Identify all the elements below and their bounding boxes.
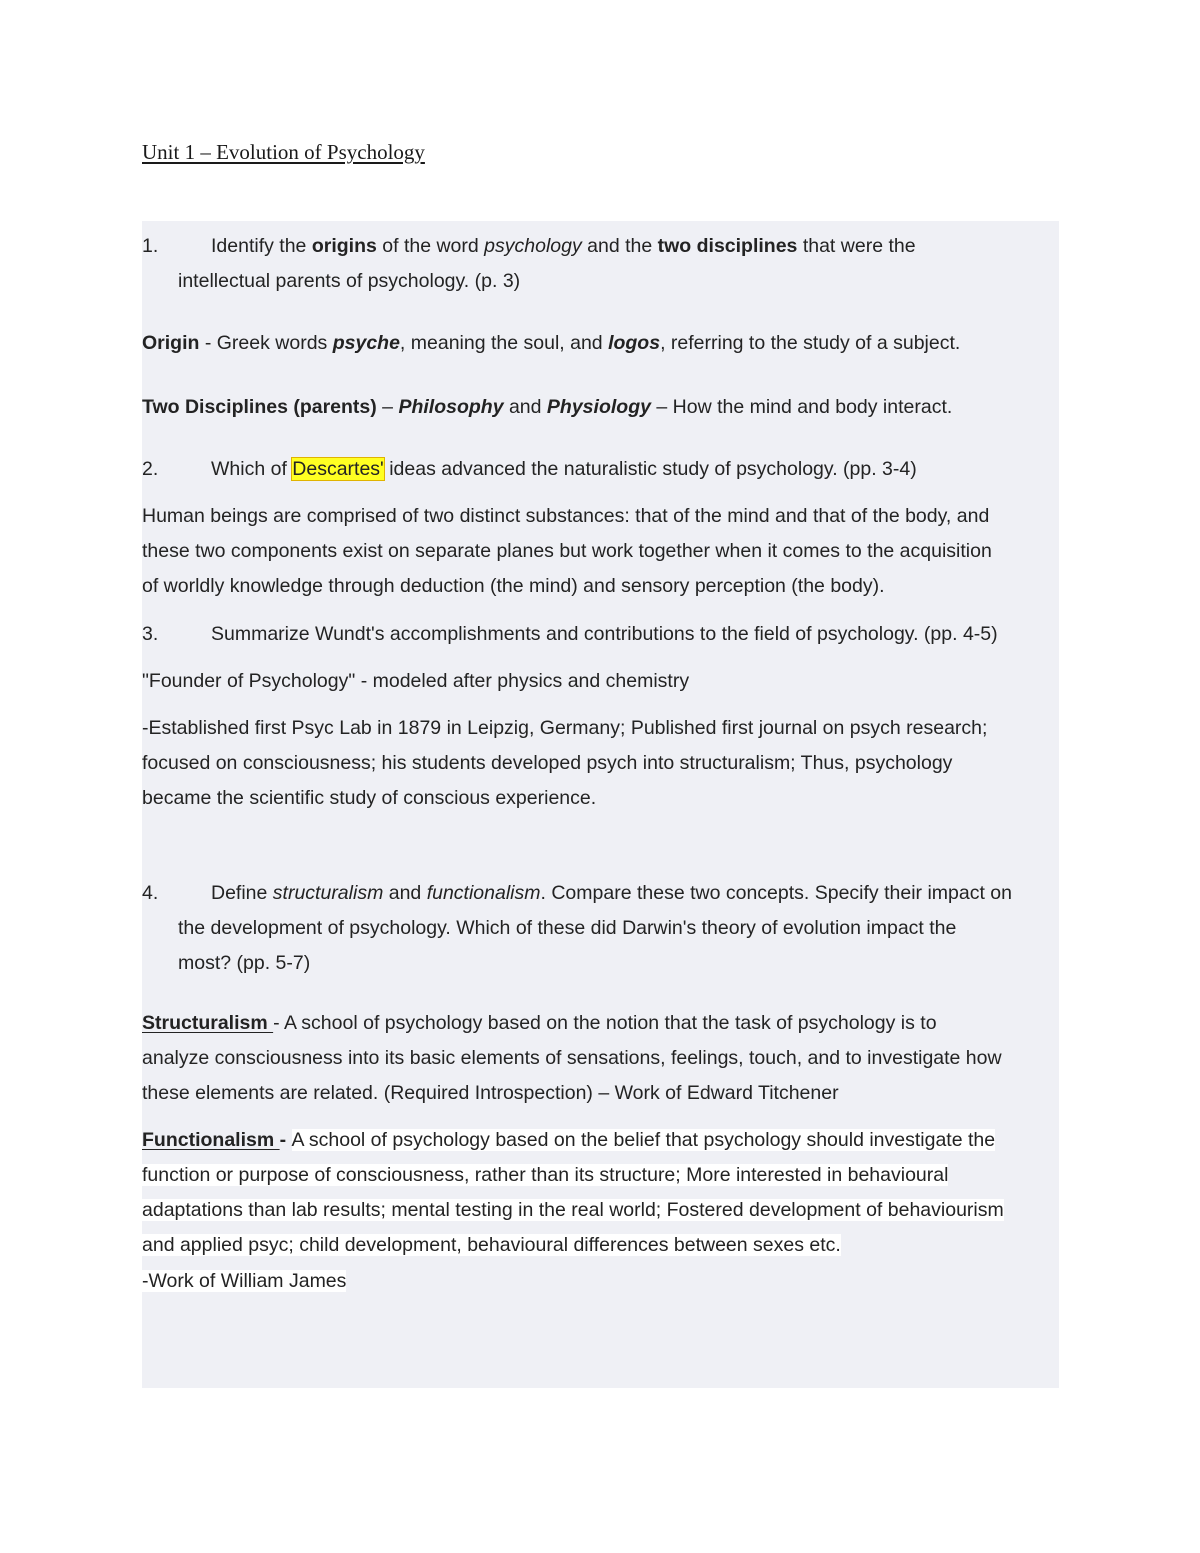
text-run: . Compare these two concepts. Specify their impact on [540,882,1012,904]
question-4-number: 4. [142,882,159,904]
functionalism-label: Functionalism [142,1129,280,1151]
origin-label: Origin [142,332,200,354]
question-1-number: 1. [142,235,159,257]
text-run: Which of [211,458,293,480]
disciplines-answer [142,390,952,425]
text-run: and applied psyc; child development, behavioural differences between sexes etc. [142,1234,841,1256]
page-title: Unit 1 – Evolution of Psychology [142,140,425,164]
text-run: and [383,882,427,904]
term-logos: logos [608,332,661,354]
functionalism-dash: - [279,1129,292,1151]
text-run: -Work of William James [142,1270,347,1292]
text-run: Summarize Wundt's accomplishments and contributions to the field of psychology. (pp. 4-5) [211,623,998,645]
italic-structuralism: structuralism [272,882,384,904]
term-philosophy: Philosophy [398,396,504,418]
text-run: Identify the [211,235,312,257]
text-run: How the mind and body interact. [672,396,953,418]
italic-psychology: psychology [484,235,582,257]
functionalism-line-2 [142,1158,948,1193]
answer-3-line-1: -Established first Psyc Lab in 1879 in Leipzig, Germany; Published first journal on psych research; [142,717,988,739]
text-run: and the [581,235,658,257]
answer-3-line-3: became the scientific study of conscious experience. [142,787,597,809]
answer-3-line-2: focused on consciousness; his students developed psych into structuralism; Thus, psychology [142,752,953,774]
structuralism-line-1 [142,1006,937,1041]
answer-3-founder: "Founder of Psychology" - modeled after physics and chemistry [142,670,690,692]
question-1-line-1 [142,229,916,264]
highlighted-descartes: Descartes' [292,458,384,480]
structuralism-line-3: these elements are related. (Required Introspection) – Work of Edward Titchener [142,1082,839,1104]
question-4-line-1 [142,876,1012,911]
text-run: function or purpose of consciousness, rather than its structure; More interested in behavioural [142,1164,949,1186]
text-run: adaptations than lab results; mental testing in the real world; Fostered development of behaviourism [142,1199,1004,1221]
text-run: and [503,396,547,418]
disciplines-label: Two Disciplines (parents) [142,396,377,418]
text-run: , referring to the study of a subject. [660,332,961,354]
text-run: ideas advanced the naturalistic study of psychology. (pp. 3-4) [383,458,917,480]
answer-2-line-3: of worldly knowledge through deduction (the mind) and sensory perception (the body). [142,575,885,597]
text-run: that were the [797,235,916,257]
functionalism-line-4 [142,1228,841,1263]
question-4-line-2: the development of psychology. Which of these did Darwin's theory of evolution impact the [178,917,957,939]
question-2-number: 2. [142,458,159,480]
text-run: A school of psychology based on the belief that psychology should investigate the [291,1129,996,1151]
term-psyche: psyche [332,332,400,354]
origin-answer [142,326,960,361]
text-run: Define [211,882,273,904]
text-run: - A school of psychology based on the notion that the task of psychology is to [273,1012,937,1034]
question-2 [142,452,917,487]
answer-2-line-2: these two components exist on separate planes but work together when it comes to the acquisition [142,540,992,562]
text-run: – [376,396,399,418]
functionalism-line-3 [142,1193,1004,1228]
question-1-line-2: intellectual parents of psychology. (p. 3) [178,270,521,292]
bold-two-disciplines: two disciplines [657,235,798,257]
text-run: of the word [376,235,485,257]
structuralism-line-2: analyze consciousness into its basic elements of sensations, feelings, touch, and to investigate how [142,1047,1002,1069]
functionalism-line-5 [142,1264,346,1299]
italic-functionalism: functionalism [426,882,541,904]
functionalism-line-1 [142,1123,995,1158]
text-run: - Greek words [199,332,333,354]
bold-origins: origins [311,235,377,257]
text-run: , meaning the soul, and [399,332,609,354]
question-3 [142,617,998,652]
question-3-number: 3. [142,623,159,645]
question-4-line-3: most? (pp. 5-7) [178,952,311,974]
text-run: – [650,396,673,418]
answer-2-line-1: Human beings are comprised of two distinct substances: that of the mind and that of the body, and [142,505,990,527]
structuralism-label: Structuralism [142,1012,274,1034]
term-physiology: Physiology [546,396,651,418]
